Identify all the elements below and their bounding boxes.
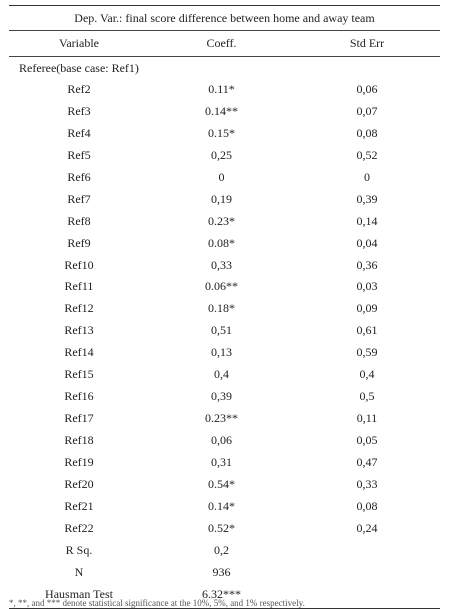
cell-std-err: 0,09 — [356, 301, 378, 316]
cell-variable: N — [74, 564, 84, 579]
cell-std-err — [294, 540, 440, 562]
cell-variable: Ref15 — [64, 367, 94, 382]
cell-coeff: 0,31 — [211, 454, 232, 469]
header-coeff: Coeff. — [206, 36, 237, 50]
cell-variable: Ref6 — [67, 169, 91, 184]
table-row — [9, 233, 440, 255]
cell-std-err: 0,33 — [356, 476, 378, 491]
table-row — [9, 540, 440, 562]
table-row — [9, 101, 440, 123]
cell-variable: Ref18 — [64, 433, 94, 447]
cell-std-err: 0,24 — [356, 520, 378, 535]
cell-variable: Ref17 — [64, 411, 94, 426]
cell-std-err: 0,05 — [356, 433, 378, 447]
table-row — [9, 430, 440, 452]
table-row — [9, 167, 440, 189]
header-std-err: Std Err — [349, 36, 385, 50]
cell-coeff: 0,51 — [211, 323, 232, 338]
cell-variable: Ref16 — [64, 389, 94, 404]
cell-coeff: 936 — [212, 564, 231, 579]
cell-coeff: 0,06 — [211, 433, 232, 447]
cell-std-err — [294, 584, 440, 606]
table-row — [9, 320, 440, 342]
table-row — [9, 496, 440, 518]
table-header-row — [9, 31, 440, 56]
cell-variable: Ref11 — [64, 279, 94, 294]
table-footnote: *, **, and *** denote statistical significance at the 10%, 5%, and 1% respectively. — [9, 598, 305, 608]
cell-std-err: 0,39 — [356, 191, 378, 206]
cell-coeff: 0.23** — [205, 411, 238, 426]
cell-coeff: 0.06** — [205, 279, 238, 294]
cell-coeff: 0.18* — [208, 301, 235, 316]
cell-coeff: 0.11* — [208, 82, 235, 96]
cell-std-err: 0,36 — [356, 257, 378, 272]
cell-std-err: 0,04 — [356, 235, 378, 250]
cell-coeff: 0,39 — [211, 389, 232, 404]
table-row — [9, 342, 440, 364]
cell-variable: Ref13 — [64, 323, 94, 338]
cell-coeff: 0 — [218, 169, 225, 184]
table-row — [9, 452, 440, 474]
cell-variable: Ref2 — [67, 82, 91, 96]
cell-std-err: 0,11 — [356, 411, 378, 426]
cell-variable: Ref20 — [64, 476, 94, 491]
cell-std-err: 0,4 — [359, 367, 375, 382]
cell-coeff: 0.54* — [208, 476, 235, 491]
cell-variable: Ref4 — [67, 125, 91, 140]
cell-std-err: 0,06 — [356, 82, 378, 96]
cell-coeff: 0.23* — [208, 213, 235, 228]
cell-coeff: 0,25 — [211, 147, 232, 162]
cell-variable: Ref7 — [67, 191, 91, 206]
cell-coeff: 0.08* — [208, 235, 235, 250]
cell-std-err: 0 — [364, 169, 370, 184]
table-row — [9, 562, 440, 584]
table-row — [9, 474, 440, 496]
table-row — [9, 211, 440, 233]
header-variable: Variable — [59, 36, 99, 50]
table-row — [9, 123, 440, 145]
cell-coeff: 0.14** — [205, 103, 238, 118]
table-row — [9, 79, 440, 101]
section-label: Referee(base case: Ref1) — [19, 61, 139, 75]
table-row — [9, 189, 440, 211]
cell-coeff: 0.14* — [208, 498, 235, 513]
table-title: Dep. Var.: final score difference between home and away team — [74, 11, 375, 25]
table-row — [9, 276, 440, 298]
table-row — [9, 145, 440, 167]
table-row — [9, 364, 440, 386]
table-row — [9, 298, 440, 320]
cell-variable: Hausman Test — [45, 586, 113, 601]
cell-variable: Ref19 — [64, 454, 94, 469]
table-row — [9, 408, 440, 430]
cell-coeff: 0,4 — [214, 367, 229, 382]
cell-std-err: 0,07 — [356, 103, 378, 118]
cell-variable: Ref10 — [64, 257, 94, 272]
cell-variable: Ref14 — [64, 345, 94, 360]
cell-std-err: 0,14 — [356, 213, 378, 228]
cell-variable: R Sq. — [65, 542, 93, 557]
table-row — [9, 518, 440, 540]
cell-coeff: 0,13 — [211, 345, 232, 360]
cell-std-err: 0,59 — [356, 345, 378, 360]
cell-coeff: 0,33 — [211, 257, 232, 272]
cell-variable: Ref3 — [67, 103, 91, 118]
cell-variable: Ref8 — [67, 213, 91, 228]
table-row — [9, 255, 440, 277]
cell-std-err — [294, 562, 440, 584]
table-body — [9, 79, 440, 606]
cell-std-err: 0,61 — [356, 323, 378, 338]
regression-table — [9, 3, 440, 609]
cell-std-err: 0,08 — [356, 125, 378, 140]
cell-variable: Ref22 — [64, 520, 94, 535]
cell-coeff: 6.32*** — [202, 586, 241, 601]
cell-std-err: 0,52 — [356, 147, 378, 162]
cell-variable: Ref21 — [64, 498, 94, 513]
cell-variable: Ref12 — [64, 301, 94, 316]
cell-coeff: 0,2 — [214, 542, 229, 557]
cell-variable: Ref9 — [67, 235, 91, 250]
cell-coeff: 0,19 — [211, 191, 232, 206]
cell-std-err: 0,47 — [356, 454, 378, 469]
cell-std-err: 0,03 — [356, 279, 378, 294]
cell-coeff: 0.15* — [208, 125, 235, 140]
cell-variable: Ref5 — [67, 147, 91, 162]
cell-std-err: 0,5 — [359, 389, 375, 404]
table-row — [9, 386, 440, 408]
cell-coeff: 0.52* — [208, 520, 235, 535]
cell-std-err: 0,08 — [356, 498, 378, 513]
